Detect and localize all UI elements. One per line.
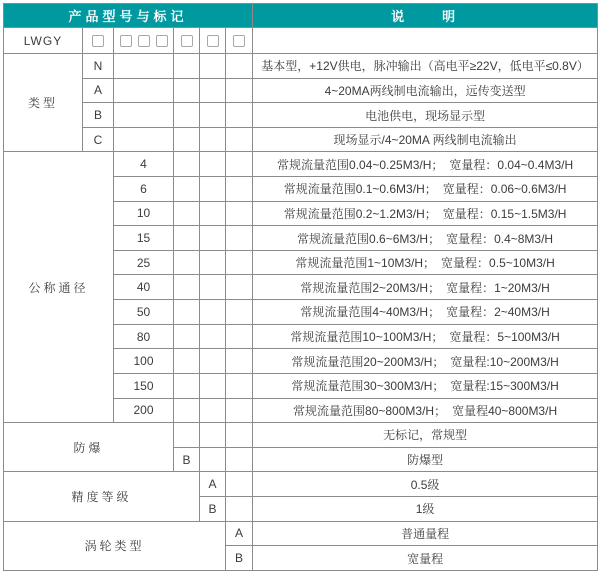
diameter-size-100: 100 [114,349,174,374]
explosion-desc-b: 防爆型 [253,447,598,472]
diameter-size-50: 50 [114,300,174,325]
diameter-desc-100: 常规流量范围20~200M3/H； 宽量程:10~200M3/H [253,349,598,374]
diameter-size-80: 80 [114,324,174,349]
diameter-size-6: 6 [114,177,174,202]
diameter-desc-40: 常规流量范围2~20M3/H； 宽量程：1~20M3/H [253,275,598,300]
turbine-code-cell [226,28,253,54]
diameter-size-150: 150 [114,373,174,398]
type-row-a [4,78,598,103]
type-row-b [4,103,598,128]
type-desc-n: 基本型，+12V供电，脉冲输出（高电平≥22V，低电平≤0.8V） [253,54,598,79]
model-code: LWGY [4,28,83,54]
accuracy-section-label: 精度等级 [4,472,200,521]
turbine-desc-b: 宽量程 [253,546,598,571]
accuracy-desc-b: 1级 [253,496,598,521]
diameter-size-15: 15 [114,226,174,251]
type-row-n [4,54,598,79]
type-desc-a: 4~20MA两线制电流输出，远传变送型 [253,78,598,103]
turbine-row-a [4,521,598,546]
table-header-row [4,4,598,28]
explosion-row-standard [4,423,598,448]
type-code-cell [83,28,114,54]
diameter-desc-50: 常规流量范围4~40M3/H； 宽量程：2~40M3/H [253,300,598,325]
diameter-desc-80: 常规流量范围10~100M3/H； 宽量程：5~100M3/H [253,324,598,349]
type-code-n: N [83,54,114,79]
diameter-size-40: 40 [114,275,174,300]
explosion-code-b: B [174,447,200,472]
spec-table [3,3,598,571]
diameter-section-label: 公称通径 [4,152,114,423]
model-code-row [4,28,598,54]
diameter-desc-10: 常规流量范围0.2~1.2M3/H； 宽量程：0.15~1.5M3/H [253,201,598,226]
type-code-checkbox [92,35,104,47]
type-desc-b: 电池供电，现场显示型 [253,103,598,128]
diameter-size-10: 10 [114,201,174,226]
accuracy-code-cell [200,28,226,54]
diameter-code-checkbox-3 [156,35,168,47]
header-product-code-label: 产品型号与标记 [4,4,253,28]
diameter-desc-150: 常规流量范围30~300M3/H； 宽量程:15~300M3/H [253,373,598,398]
accuracy-row-a [4,472,598,497]
explosion-section-label: 防爆 [4,423,174,472]
diameter-desc-200: 常规流量范围80~800M3/H； 宽量程40~800M3/H [253,398,598,423]
turbine-code-checkbox [233,35,245,47]
diameter-code-checkbox-1 [120,35,132,47]
turbine-section-label: 涡轮类型 [4,521,226,570]
diameter-desc-15: 常规流量范围0.6~6M3/H； 宽量程：0.4~8M3/H [253,226,598,251]
turbine-code-b: B [226,546,253,571]
diameter-code-checkbox-2 [138,35,150,47]
diameter-size-25: 25 [114,250,174,275]
diameter-size-200: 200 [114,398,174,423]
type-code-b: B [83,103,114,128]
header-description-label: 说 明 [253,4,598,28]
explosion-code-cell [174,28,200,54]
type-code-a: A [83,78,114,103]
type-code-c: C [83,127,114,152]
diameter-desc-25: 常规流量范围1~10M3/H； 宽量程：0.5~10M3/H [253,250,598,275]
diameter-size-4: 4 [114,152,174,177]
diameter-row-4 [4,152,598,177]
diameter-code-cell [114,28,174,54]
accuracy-desc-a: 0.5级 [253,472,598,497]
turbine-code-a: A [226,521,253,546]
type-row-c [4,127,598,152]
explosion-code-checkbox [181,35,193,47]
turbine-desc-a: 普通量程 [253,521,598,546]
explosion-desc-standard: 无标记，常规型 [253,423,598,448]
type-desc-c: 现场显示/4~20MA 两线制电流输出 [253,127,598,152]
diameter-desc-6: 常规流量范围0.1~0.6M3/H； 宽量程：0.06~0.6M3/H [253,177,598,202]
accuracy-code-b: B [200,496,226,521]
model-row-description [253,28,598,54]
diameter-desc-4: 常规流量范围0.04~0.25M3/H； 宽量程：0.04~0.4M3/H [253,152,598,177]
type-section-label: 类型 [4,54,83,152]
accuracy-code-checkbox [207,35,219,47]
accuracy-code-a: A [200,472,226,497]
model-selection-table [3,3,598,571]
